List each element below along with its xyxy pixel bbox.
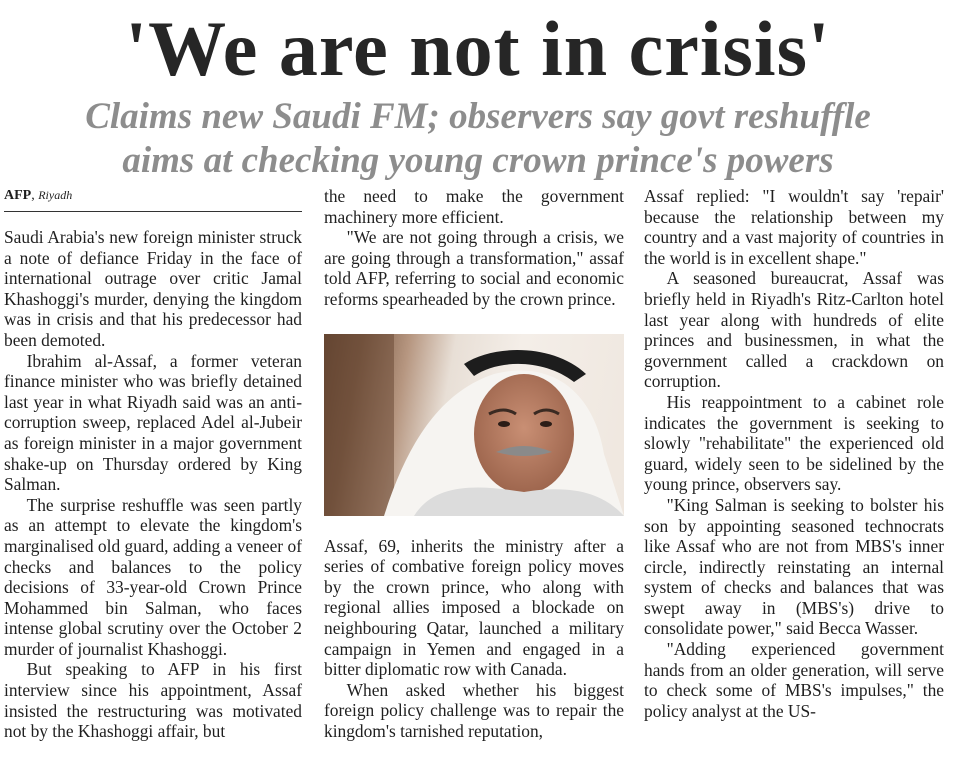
paragraph: But speaking to AFP in his first interview since his appointment, Assaf insisted the restructuring was motivated not by the Khashoggi affair, but: [4, 659, 302, 742]
paragraph: Saudi Arabia's new foreign minister struck a note of defiance Friday in the face of international outrage over critic Jamal Khashoggi's murder, denying the kingdom was in crisis and that his predecessor had been demoted.: [4, 227, 302, 350]
paragraph: "Adding experienced government hands from an older generation, will serve to check some of MBS's impulses," the policy analyst at the US-: [644, 639, 944, 721]
article-column-2: [324, 186, 624, 742]
paragraph: The surprise reshuffle was seen partly as an attempt to elevate the kingdom's marginalised old guard, adding a veneer of checks and balances to the policy decisions of 33-year-old Crown Prince Mohammed bin Salman, who faces intense global scrutiny over the October 2 murder of journalist Khashoggi.: [4, 494, 302, 659]
byline: [4, 186, 302, 212]
byline-agency: AFP: [4, 188, 32, 203]
paragraph: the need to make the government machinery more efficient.: [324, 186, 624, 227]
byline-separator: ,: [31, 188, 39, 203]
byline-location: Riyadh: [38, 188, 73, 202]
headline: 'We are not in crisis': [125, 5, 831, 92]
right-eye: [540, 421, 552, 427]
paragraph: Assaf replied: "I wouldn't say 'repair' because the relationship between my country and a vast majority of countries in the world is in excellent shape.": [644, 186, 944, 268]
subheadline: [0, 95, 956, 183]
paragraph: Ibrahim al-Assaf, a former veteran finance minister who was briefly detained last year in what Riyadh said was an anti-corruption sweep, replaced Adel al-Jubeir as foreign minister in a major government shake-up on Thursday ordered by King Salman.: [4, 350, 302, 495]
paragraph: His reappointment to a cabinet role indicates the government is seeking to slowly "rehabilitate" the experienced old guard, widely seen to be sidelined by the young prince, observers say.: [644, 391, 944, 495]
article-column-3: [644, 186, 944, 721]
face: [474, 374, 574, 494]
article-photo: [324, 334, 624, 516]
paragraph: A seasoned bureaucrat, Assaf was briefly held in Riyadh's Ritz-Carlton hotel last year along with hundreds of elite princes and businessmen, in what the government called a crackdown on corruption.: [644, 268, 944, 392]
portrait-illustration: [324, 334, 624, 516]
background-panel: [324, 334, 394, 516]
paragraph: Assaf, 69, inherits the ministry after a series of combative foreign policy moves by the crown prince, who along with regional allies imposed a blockade on neighbouring Qatar, launched a military campaign in Yemen and engaged in a bitter diplomatic row with Canada.: [324, 535, 624, 680]
article-column-1: [4, 186, 302, 742]
subheadline-line-2: aims at checking young crown prince's powers: [122, 140, 834, 181]
paragraph: When asked whether his biggest foreign policy challenge was to repair the kingdom's tarnished reputation,: [324, 679, 624, 741]
paragraph: "King Salman is seeking to bolster his son by appointing seasoned technocrats like Assaf who are not from MBS's inner circle, indirectly reinstating an internal system of checks and balances that was swept away in (MBS's) drive to consolidate power," said Becca Wasser.: [644, 494, 944, 639]
subheadline-line-1: Claims new Saudi FM; observers say govt reshuffle: [85, 96, 871, 137]
left-eye: [498, 421, 510, 427]
paragraph: "We are not going through a crisis, we are going through a transformation," assaf told AFP, referring to social and economic reforms spearheaded by the crown prince.: [324, 227, 624, 309]
